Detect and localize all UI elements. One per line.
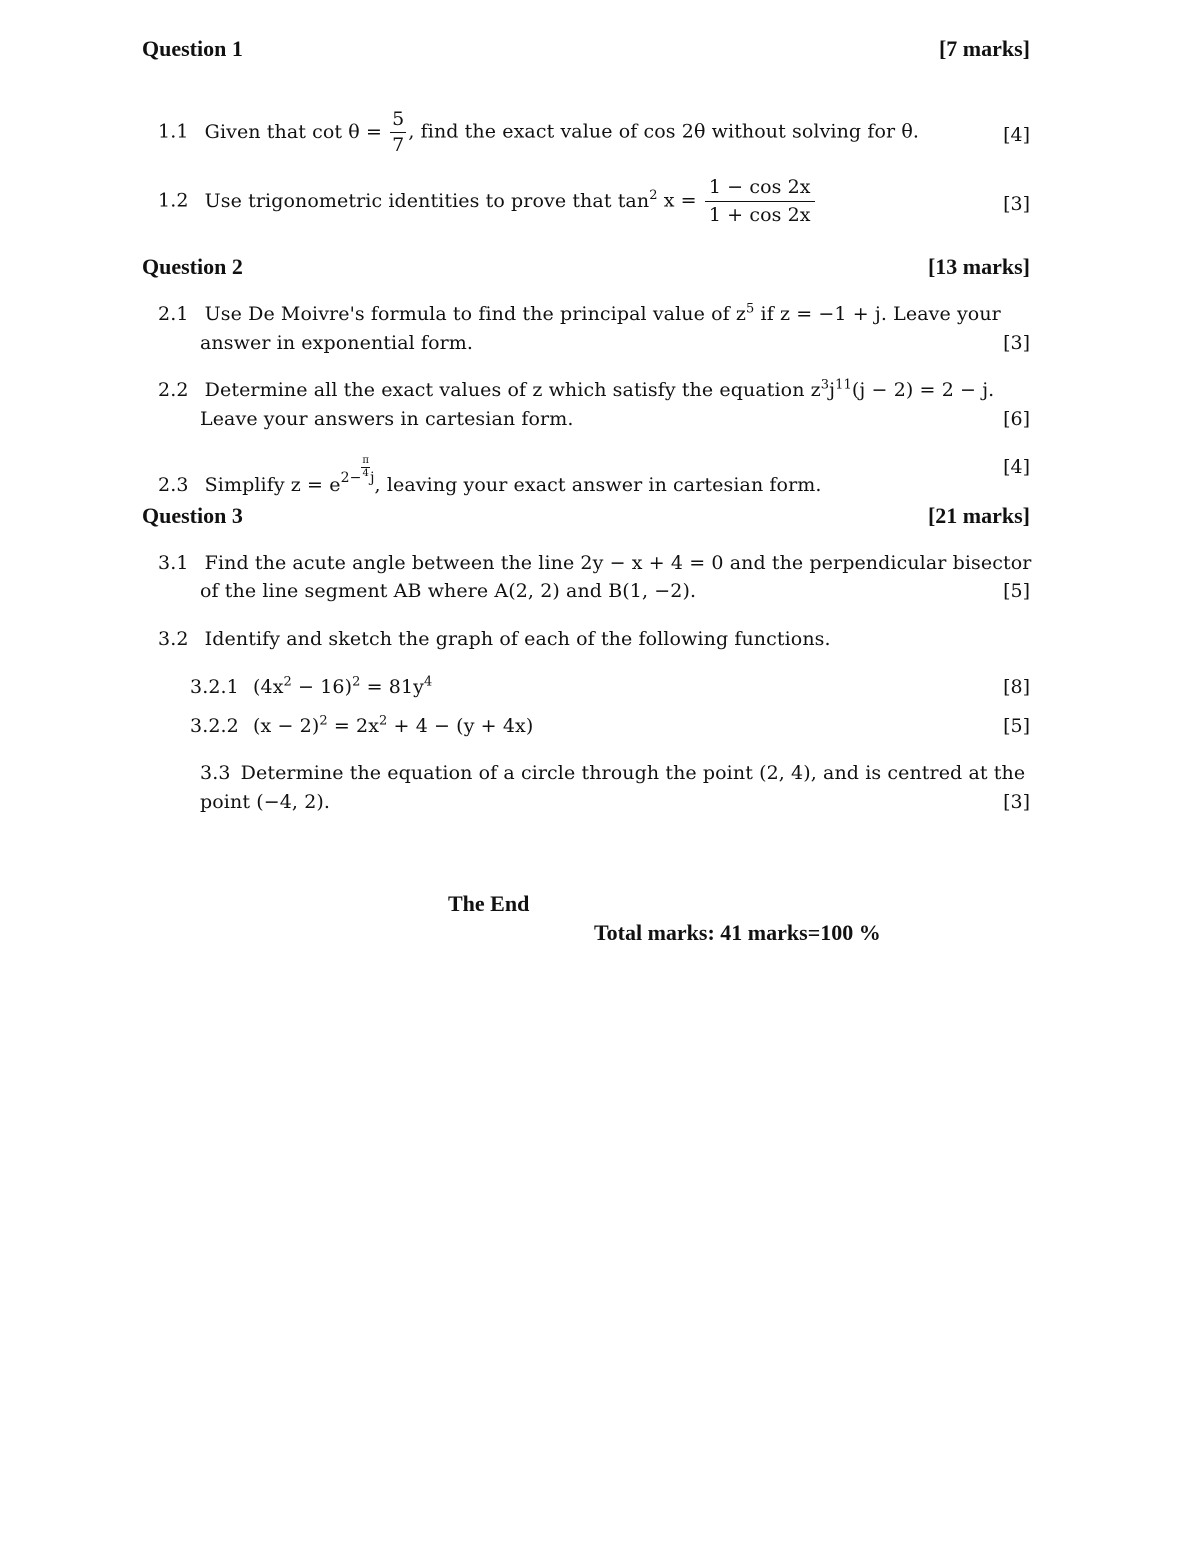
exponent-part: j xyxy=(370,470,375,486)
question-2-title: Question 2 xyxy=(142,254,243,279)
fraction-denominator: 7 xyxy=(392,134,405,156)
item-text: Determine the equation of a circle through the point (2, 4), and is centred at the xyxy=(240,762,1026,784)
item-text: j xyxy=(829,379,836,401)
item-text-after: , find the exact value of cos 2θ without solving for θ. xyxy=(408,120,920,143)
equation-part: − 16) xyxy=(291,676,353,698)
question-1-2 xyxy=(158,178,817,225)
equation-superscript: 2 xyxy=(319,713,328,729)
fraction-denominator: 1 + cos 2x xyxy=(708,204,811,226)
question-3-1-line-1 xyxy=(158,552,1031,574)
item-number: 2.2 xyxy=(158,379,189,401)
fraction-numerator: 1 − cos 2x xyxy=(705,178,815,202)
question-3-title: Question 3 xyxy=(142,503,243,528)
fraction xyxy=(390,110,406,155)
item-text-before: Given that cot θ = xyxy=(204,120,383,143)
item-text: if z = −1 + j. Leave your xyxy=(754,303,1001,325)
question-2-3 xyxy=(158,456,822,496)
item-text: , leaving your exact answer in cartesian form. xyxy=(374,474,822,496)
fraction xyxy=(705,178,815,225)
item-superscript: 2 xyxy=(649,188,658,204)
item-number: 2.1 xyxy=(158,303,189,325)
question-3-2-1-marks: [8] xyxy=(1003,676,1030,698)
question-2-1-line-2: answer in exponential form. xyxy=(200,332,474,354)
equation-superscript: 2 xyxy=(283,674,292,690)
item-number: 3.2.2 xyxy=(190,715,239,737)
question-1-marks: [7 marks] xyxy=(938,36,1030,61)
item-number: 3.2.1 xyxy=(190,676,239,698)
item-text-mid: x = xyxy=(657,189,697,212)
question-2-marks: [13 marks] xyxy=(927,254,1030,279)
item-number: 3.2 xyxy=(158,628,189,650)
equation-superscript: 2 xyxy=(352,674,361,690)
item-text: Simplify z = e xyxy=(204,474,341,496)
total-marks: Total marks: 41 marks=100 % xyxy=(594,920,881,945)
question-2-1-marks: [3] xyxy=(1003,332,1030,354)
question-2-2-line-1 xyxy=(158,379,994,401)
item-superscript: 3 xyxy=(820,377,830,393)
item-text: (j − 2) = 2 − j. xyxy=(851,379,995,401)
item-superscript: 11 xyxy=(835,377,852,393)
the-end: The End xyxy=(448,891,530,916)
exponent-part: 2− xyxy=(340,470,362,486)
question-3-2-2 xyxy=(190,715,533,737)
question-3-1-marks: [5] xyxy=(1003,580,1030,602)
question-3-2-2-marks: [5] xyxy=(1003,715,1030,737)
equation-part: = 81y xyxy=(360,676,424,698)
item-text: Use De Moivre's formula to find the principal value of z xyxy=(204,303,747,325)
question-1-2-marks: [3] xyxy=(1003,193,1030,215)
question-3-3-line-2: point (−4, 2). xyxy=(200,791,331,813)
question-2-1-line-1 xyxy=(158,303,1001,325)
item-text: Find the acute angle between the line 2y − x + 4 = 0 and the perpendicular bisector xyxy=(204,552,1032,574)
exponent-fraction-numerator: π xyxy=(362,455,370,466)
exponent xyxy=(340,455,375,486)
question-2-2-line-2: Leave your answers in cartesian form. xyxy=(200,408,574,430)
equation-superscript: 4 xyxy=(424,674,433,690)
question-1-1 xyxy=(158,110,919,155)
item-text: Determine all the exact values of z which satisfy the equation z xyxy=(204,379,821,401)
item-number: 3.3 xyxy=(200,762,231,784)
item-text-before: Use trigonometric identities to prove that tan xyxy=(204,189,650,212)
question-3-1-line-2: of the line segment AB where A(2, 2) and B(1, −2). xyxy=(200,580,697,602)
question-1-title: Question 1 xyxy=(142,36,243,61)
question-2-3-marks: [4] xyxy=(1003,456,1030,478)
item-number: 2.3 xyxy=(158,474,189,496)
question-3-3-marks: [3] xyxy=(1003,791,1030,813)
question-3-marks: [21 marks] xyxy=(927,503,1030,528)
item-superscript: 5 xyxy=(746,301,755,317)
question-3-3-line-1 xyxy=(200,762,1025,784)
equation-part: = 2x xyxy=(327,715,380,737)
equation-superscript: 2 xyxy=(379,713,388,729)
question-2-2-marks: [6] xyxy=(1003,408,1030,430)
question-3-2-1 xyxy=(190,676,432,698)
equation-part: (4x xyxy=(253,676,284,698)
exponent-fraction-denominator: 4 xyxy=(362,468,369,479)
exponent-fraction xyxy=(361,456,370,479)
question-3-2 xyxy=(158,628,831,650)
fraction-numerator: 5 xyxy=(390,110,406,133)
question-1-1-marks: [4] xyxy=(1003,124,1030,146)
item-number: 3.1 xyxy=(158,552,189,574)
item-text: Identify and sketch the graph of each of the following functions. xyxy=(204,628,831,650)
equation-part: (x − 2) xyxy=(253,715,320,737)
item-number: 1.2 xyxy=(158,189,189,212)
equation-part: + 4 − (y + 4x) xyxy=(387,715,534,737)
item-number: 1.1 xyxy=(158,120,189,143)
